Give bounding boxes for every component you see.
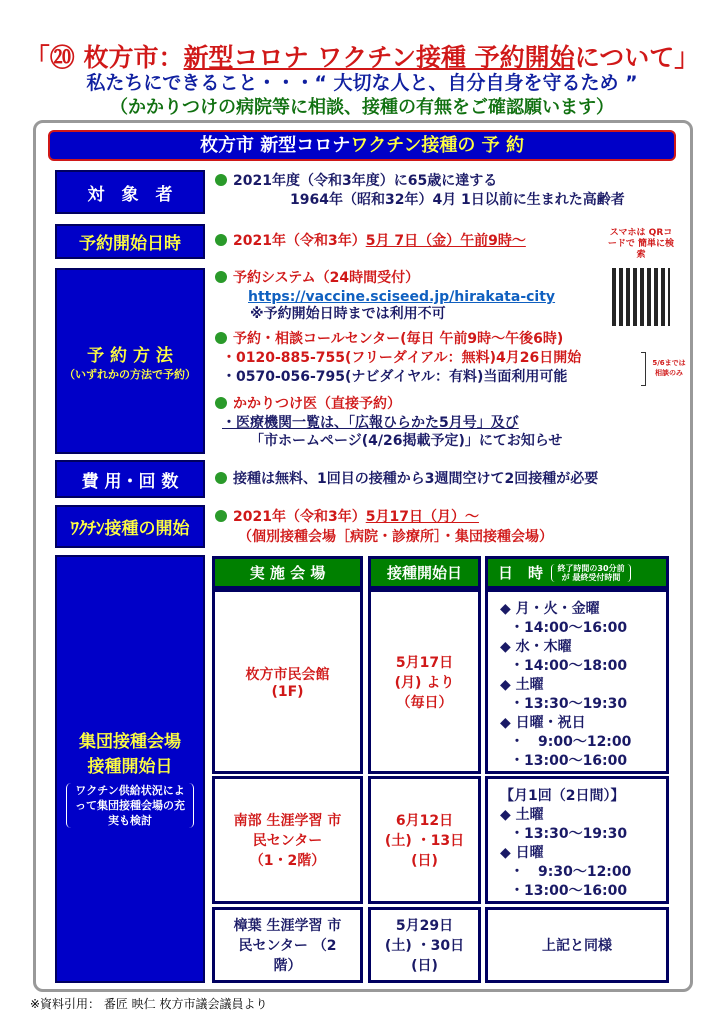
note: （かかりつけの病院等に相談、接種の有無をご確認願います）: [110, 97, 614, 118]
call-title-text: 予約・相談コールセンター(毎日 午前9時～午後6時): [233, 331, 564, 347]
cost-text: [215, 470, 598, 489]
bullet-icon: [215, 234, 227, 246]
start-date: 5月29日(土) ・30日(日): [384, 918, 465, 974]
mass-label2: 接種開始日: [87, 757, 173, 777]
header-white: 枚方市 新型コロナ: [200, 135, 351, 156]
start-date: 5月17日(月) より（毎日）: [394, 654, 455, 711]
start-year: 2021年（令和3年）: [233, 233, 366, 249]
cost-text-value: 接種は無料、1回目の接種から3週間空けて2回接種が必要: [233, 471, 599, 487]
schedule-line: ・13:30～19:30: [510, 696, 628, 712]
schedule-line: ◆ 土曜: [500, 807, 544, 823]
label-cost: 費 用・回 数: [55, 460, 205, 498]
schedule-line: ・13:30～19:30: [510, 826, 628, 842]
title-suffix: について」: [574, 43, 700, 72]
bullet-icon: [215, 332, 227, 344]
system-title-text: 予約システム（24時間受付）: [233, 270, 420, 286]
schedule-cell: [485, 907, 669, 983]
schedule-line: ・14:00～16:00: [510, 620, 628, 636]
schedule-line: ◆ 日曜: [500, 845, 544, 861]
header-yellow: ワクチン接種の 予 約: [350, 135, 524, 156]
label-vaccine-start: ﾜｸﾁﾝ接種の開始: [55, 505, 205, 548]
vstart-line1: [215, 508, 479, 527]
call-title: [215, 330, 563, 349]
subtitle: 私たちにできること・・・“ 大切な人と、自分自身を守るため ”: [86, 72, 638, 94]
venue-cell: [212, 589, 363, 774]
venue-cell: [212, 776, 363, 904]
vstart-year: 2021年（令和3年）: [233, 509, 366, 525]
method-sublabel: （いずれかの方法で予約）: [64, 367, 196, 381]
bullet-icon: [215, 510, 227, 522]
date-cell: [368, 589, 481, 774]
schedule-line: ◆ 月・火・金曜: [500, 601, 600, 617]
title-main: 新型コロナ ワクチン接種 予約開始: [183, 43, 575, 72]
venue-cell: [212, 907, 363, 983]
qr-caption: スマホは QRコードで 簡単に検索: [607, 228, 675, 260]
label-mass: [55, 555, 205, 983]
schedule-cell: [485, 589, 669, 774]
col-time-note: 終了時間の30分前が 最終受付時間: [551, 564, 631, 582]
venue-name: 南部 生涯学習 市民センター （1・2階）: [233, 813, 342, 869]
col-time-label: 日 時: [498, 564, 544, 582]
vstart-line2: （個別接種会場［病院・診療所］・集団接種会場）: [238, 529, 553, 545]
schedule-line: ・ 9:30～12:00: [510, 864, 632, 880]
reservation-link[interactable]: https://vaccine.sciseed.jp/hirakata-city: [248, 289, 556, 305]
footer-source: ※資料引用： 番匠 映仁 枚方市議会議員より: [30, 997, 268, 1011]
target-line1: [215, 172, 497, 191]
bullet-icon: [215, 397, 227, 409]
label-start: 予約開始日時: [55, 224, 205, 259]
doctor-line2: 「市ホームページ(4/26掲載予定)」にてお知らせ: [250, 433, 563, 449]
call-number-1: ・0120-885-755(フリーダイアル：無料)4月26日開始: [222, 350, 582, 366]
schedule-line: ・14:00～18:00: [510, 658, 628, 674]
bullet-icon: [215, 472, 227, 484]
schedule-line: ・13:00～16:00: [510, 883, 628, 899]
schedule-line: 上記と同様: [542, 938, 612, 954]
mass-note: ワクチン供給状況によって集団接種会場の充実も検討: [66, 783, 194, 828]
target-line2: 1964年（昭和32年）4月 1日以前に生まれた高齢者: [290, 192, 625, 208]
col-venue: 実 施 会 場: [212, 556, 363, 589]
title-prefix: 「⑳ 枚方市：: [24, 43, 184, 72]
call-number-2: ・0570-056-795(ナビダイヤル：有料)当面利用可能: [222, 369, 568, 385]
schedule-line: 【月1回（2日間）】: [500, 788, 625, 804]
label-target: 対 象 者: [55, 170, 205, 214]
bullet-icon: [215, 271, 227, 283]
system-note: ※予約開始日時までは利用不可: [250, 306, 446, 322]
call-side-note: 5/6までは 相談のみ: [652, 359, 686, 377]
label-method: [55, 268, 205, 454]
schedule-line: ・13:00～16:00: [510, 753, 628, 769]
qr-code-icon[interactable]: [612, 268, 670, 326]
date-cell: [368, 907, 481, 983]
vstart-date: 5月17日（月）～: [365, 509, 479, 525]
schedule-line: ◆ 水・木曜: [500, 639, 572, 655]
schedule-cell: [485, 776, 669, 904]
start-text: [215, 232, 526, 251]
bullet-icon: [215, 174, 227, 186]
method-label: 予 約 方 法: [87, 345, 173, 366]
schedule-line: ・ 9:00～12:00: [510, 734, 632, 750]
start-date: 5月 7日（金）午前9時～: [365, 233, 526, 249]
system-title: [215, 269, 419, 288]
doctor-title-text: かかりつけ医（直接予約）: [233, 396, 401, 412]
venue-name: 枚方市民会館(1F): [245, 666, 330, 700]
col-time: [485, 556, 669, 589]
schedule-line: ◆ 日曜・祝日: [500, 715, 586, 731]
section-header: [48, 130, 676, 161]
bracket: [641, 352, 646, 386]
doctor-line1: ・医療機関一覧は、「広報ひらかた5月号」及び: [222, 415, 519, 431]
target-text1: 2021年度（令和3年度）に65歳に達する: [233, 173, 498, 189]
doctor-title: [215, 395, 401, 414]
date-cell: [368, 776, 481, 904]
mass-label1: 集団接種会場: [79, 732, 181, 752]
schedule-line: ◆ 土曜: [500, 677, 544, 693]
venue-name: 樟葉 生涯学習 市民センター （2階）: [233, 918, 342, 974]
col-date: 接種開始日: [368, 556, 481, 589]
start-date: 6月12日(土) ・13日(日): [384, 813, 465, 869]
